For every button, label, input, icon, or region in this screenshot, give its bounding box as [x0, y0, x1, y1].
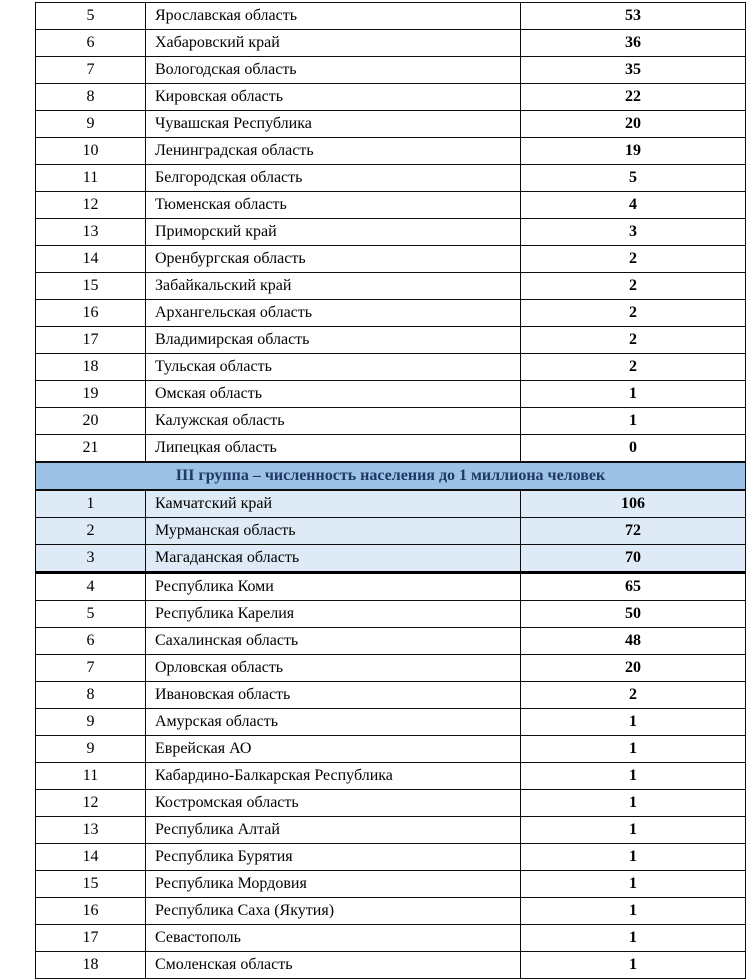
row-value-cell: 2: [521, 246, 746, 273]
row-region-cell: Забайкальский край: [146, 273, 521, 300]
row-rank-cell: 8: [36, 84, 146, 111]
row-region-cell: Камчатский край: [146, 490, 521, 518]
row-rank-cell: 18: [36, 952, 146, 979]
row-value-cell: 48: [521, 628, 746, 655]
row-value-cell: 2: [521, 682, 746, 709]
row-rank-cell: 11: [36, 763, 146, 790]
table-row: [36, 381, 746, 408]
row-value-cell: 72: [521, 518, 746, 545]
row-region-cell: Кабардино-Балкарская Республика: [146, 763, 521, 790]
row-region-cell: Владимирская область: [146, 327, 521, 354]
row-value-cell: 65: [521, 573, 746, 601]
row-region-cell: Республика Алтай: [146, 817, 521, 844]
row-value-cell: 2: [521, 273, 746, 300]
row-value-cell: 20: [521, 111, 746, 138]
table-row: [36, 354, 746, 381]
row-value-cell: 36: [521, 30, 746, 57]
row-region-cell: Кировская область: [146, 84, 521, 111]
row-region-cell: Чувашская Республика: [146, 111, 521, 138]
table-row: [36, 408, 746, 435]
row-region-cell: Калужская область: [146, 408, 521, 435]
row-value-cell: 50: [521, 601, 746, 628]
row-rank-cell: 21: [36, 435, 146, 463]
table-row: [36, 601, 746, 628]
group-header-row: [36, 462, 746, 490]
row-region-cell: Орловская область: [146, 655, 521, 682]
row-region-cell: Архангельская область: [146, 300, 521, 327]
regions-table-body: [36, 3, 746, 979]
table-row: [36, 192, 746, 219]
row-region-cell: Тульская область: [146, 354, 521, 381]
table-row: [36, 736, 746, 763]
table-row: [36, 3, 746, 30]
row-region-cell: Республика Коми: [146, 573, 521, 601]
table-row: [36, 165, 746, 192]
row-rank-cell: 6: [36, 628, 146, 655]
row-value-cell: 2: [521, 300, 746, 327]
row-rank-cell: 8: [36, 682, 146, 709]
row-rank-cell: 4: [36, 573, 146, 601]
table-row: [36, 655, 746, 682]
row-region-cell: Магаданская область: [146, 545, 521, 573]
row-region-cell: Мурманская область: [146, 518, 521, 545]
table-row: [36, 435, 746, 463]
table-row: [36, 490, 746, 518]
row-rank-cell: 7: [36, 655, 146, 682]
row-rank-cell: 18: [36, 354, 146, 381]
row-region-cell: Омская область: [146, 381, 521, 408]
row-value-cell: 1: [521, 871, 746, 898]
row-rank-cell: 16: [36, 300, 146, 327]
table-row: [36, 898, 746, 925]
table-row: [36, 573, 746, 601]
row-value-cell: 19: [521, 138, 746, 165]
row-rank-cell: 14: [36, 844, 146, 871]
row-rank-cell: 14: [36, 246, 146, 273]
row-rank-cell: 17: [36, 327, 146, 354]
row-rank-cell: 20: [36, 408, 146, 435]
document-page: [0, 2, 750, 978]
row-region-cell: Амурская область: [146, 709, 521, 736]
table-row: [36, 327, 746, 354]
row-rank-cell: 12: [36, 192, 146, 219]
row-value-cell: 1: [521, 709, 746, 736]
row-value-cell: 35: [521, 57, 746, 84]
table-row: [36, 273, 746, 300]
row-region-cell: Ивановская область: [146, 682, 521, 709]
row-value-cell: 5: [521, 165, 746, 192]
row-value-cell: 1: [521, 408, 746, 435]
table-row: [36, 111, 746, 138]
row-value-cell: 4: [521, 192, 746, 219]
row-region-cell: Тюменская область: [146, 192, 521, 219]
row-value-cell: 20: [521, 655, 746, 682]
table-row: [36, 952, 746, 979]
row-region-cell: Ленинградская область: [146, 138, 521, 165]
row-value-cell: 22: [521, 84, 746, 111]
row-rank-cell: 16: [36, 898, 146, 925]
table-row: [36, 709, 746, 736]
row-value-cell: 1: [521, 736, 746, 763]
table-row: [36, 763, 746, 790]
row-region-cell: Ярославская область: [146, 3, 521, 30]
row-value-cell: 2: [521, 327, 746, 354]
table-row: [36, 790, 746, 817]
row-value-cell: 53: [521, 3, 746, 30]
row-value-cell: 1: [521, 925, 746, 952]
row-region-cell: Белгородская область: [146, 165, 521, 192]
row-region-cell: Еврейская АО: [146, 736, 521, 763]
table-row: [36, 246, 746, 273]
row-rank-cell: 13: [36, 219, 146, 246]
table-row: [36, 300, 746, 327]
row-value-cell: 2: [521, 354, 746, 381]
row-value-cell: 1: [521, 763, 746, 790]
row-region-cell: Республика Саха (Якутия): [146, 898, 521, 925]
row-value-cell: 1: [521, 790, 746, 817]
regions-table: [35, 2, 746, 979]
table-row: [36, 682, 746, 709]
table-row: [36, 545, 746, 573]
row-region-cell: Смоленская область: [146, 952, 521, 979]
row-rank-cell: 12: [36, 790, 146, 817]
row-value-cell: 1: [521, 898, 746, 925]
row-rank-cell: 10: [36, 138, 146, 165]
table-row: [36, 138, 746, 165]
row-rank-cell: 19: [36, 381, 146, 408]
row-value-cell: 70: [521, 545, 746, 573]
row-region-cell: Вологодская область: [146, 57, 521, 84]
row-rank-cell: 15: [36, 273, 146, 300]
table-row: [36, 871, 746, 898]
row-rank-cell: 17: [36, 925, 146, 952]
row-value-cell: 0: [521, 435, 746, 463]
row-rank-cell: 6: [36, 30, 146, 57]
row-region-cell: Сахалинская область: [146, 628, 521, 655]
row-region-cell: Республика Карелия: [146, 601, 521, 628]
row-value-cell: 1: [521, 952, 746, 979]
row-region-cell: Оренбургская область: [146, 246, 521, 273]
row-region-cell: Севастополь: [146, 925, 521, 952]
table-row: [36, 518, 746, 545]
row-region-cell: Республика Мордовия: [146, 871, 521, 898]
row-rank-cell: 3: [36, 545, 146, 573]
table-row: [36, 219, 746, 246]
row-region-cell: Хабаровский край: [146, 30, 521, 57]
group-header-label: III группа – численность населения до 1 миллиона человек: [36, 462, 746, 490]
table-row: [36, 84, 746, 111]
row-region-cell: Приморский край: [146, 219, 521, 246]
row-rank-cell: 15: [36, 871, 146, 898]
table-row: [36, 57, 746, 84]
row-value-cell: 106: [521, 490, 746, 518]
row-region-cell: Республика Бурятия: [146, 844, 521, 871]
row-region-cell: Липецкая область: [146, 435, 521, 463]
row-rank-cell: 11: [36, 165, 146, 192]
table-row: [36, 628, 746, 655]
row-rank-cell: 7: [36, 57, 146, 84]
row-rank-cell: 2: [36, 518, 146, 545]
row-rank-cell: 5: [36, 3, 146, 30]
row-rank-cell: 9: [36, 736, 146, 763]
row-rank-cell: 9: [36, 111, 146, 138]
row-value-cell: 1: [521, 844, 746, 871]
row-value-cell: 3: [521, 219, 746, 246]
table-row: [36, 844, 746, 871]
row-value-cell: 1: [521, 381, 746, 408]
row-rank-cell: 1: [36, 490, 146, 518]
table-row: [36, 30, 746, 57]
row-rank-cell: 13: [36, 817, 146, 844]
table-row: [36, 817, 746, 844]
table-row: [36, 925, 746, 952]
row-rank-cell: 9: [36, 709, 146, 736]
row-value-cell: 1: [521, 817, 746, 844]
row-region-cell: Костромская область: [146, 790, 521, 817]
row-rank-cell: 5: [36, 601, 146, 628]
